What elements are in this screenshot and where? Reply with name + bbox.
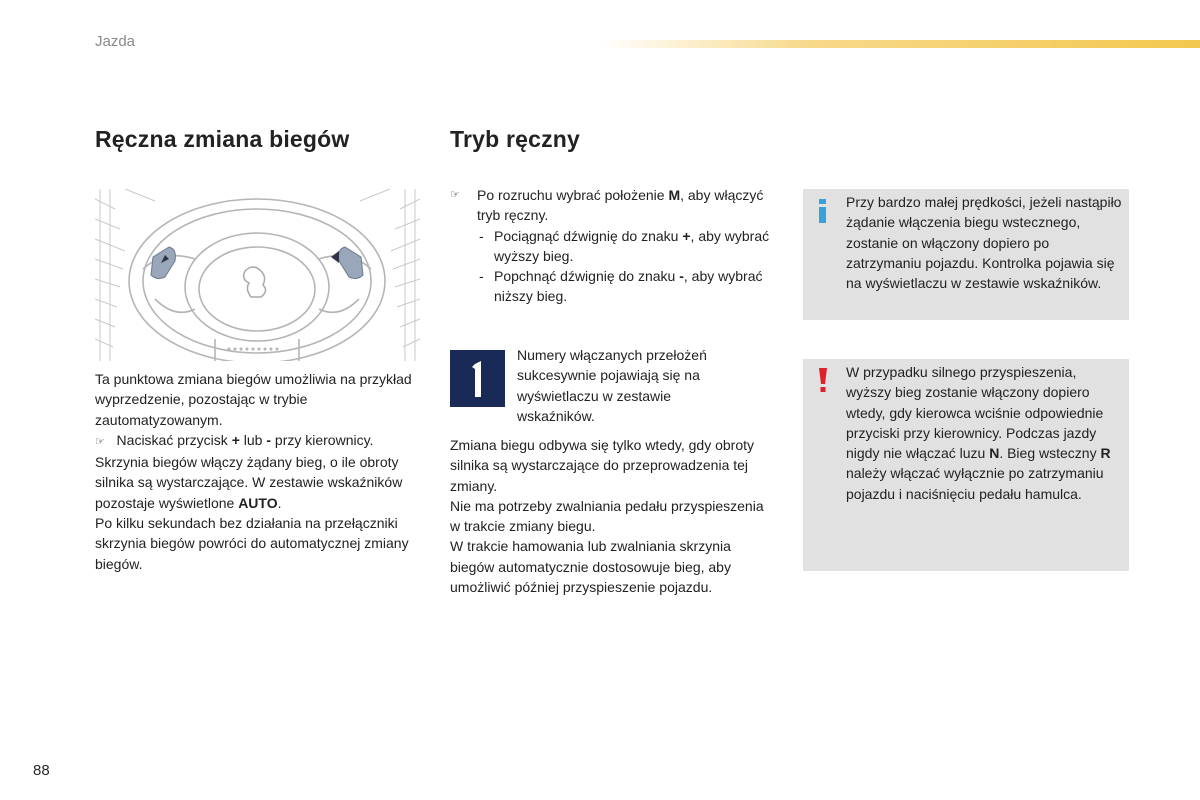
page-number: 88 [33,762,50,779]
exclamation-icon [818,368,828,392]
middle-body-3: W trakcie hamowania lub zwalniania skrzynia biegów automatycznie dostosowuje bieg, aby umożliwić później przyspieszenie pojazdu. [450,538,731,596]
downshift-item: - Popchnąć dźwignię do znaku -, aby wybrać niższy bieg. [479,268,763,305]
middle-body-text [450,435,770,597]
paddle-left-icon [151,247,175,279]
left-column-text [95,369,415,574]
info-box [803,189,1129,320]
info-icon [817,199,829,223]
info-text: Przy bardzo małej prędkości, jeżeli nastąpiło żądanie włączenia biegu wstecznego, zostanie on włączony dopiero po zatrzymaniu pojazdu. Kontrolka pojawia się na wyświetlaczu w zestawie wskaźników. [846,194,1122,292]
middle-body-1: Zmiana biegu odbywa się tylko wtedy, gdy obroty silnika są wystarczające do przeprowadzenia tej zmiany. [450,437,755,494]
steering-wheel-illustration [95,189,420,361]
gear-digit-icon [450,350,505,407]
left-after: Po kilku sekundach bez działania na przełączniki skrzynia biegów powróci do automatycznej zmiany biegów. [95,515,409,572]
middle-section-title: Tryb ręczny [450,126,581,152]
warning-text: W przypadku silnego przyspieszenia, wyższy bieg zostanie włączony dopiero wtedy, gdy kierowca wciśnie odpowiednie przyciski przy kierownicy. Podczas jazdy nigdy nie włączać luzu N. Bieg wsteczny R należy włączać wyłącznie po zatrzymaniu pojazdu i naciśnięciu pedału hamulca. [846,364,1111,502]
left-step: ☞ Naciskać przycisk + lub - przy kierownicy. Skrzynia biegów włączy żądany bieg, o ile obroty silnika są wystarczające. W zestawie wskaźników pozostaje wyświetlone AUTO. [95,431,403,511]
manual-step: ☞ Po rozruchu wybrać położenie M, aby włączyć tryb ręczny. [450,187,764,224]
pointer-icon: ☞ [450,188,460,201]
section-label: Jazda [95,33,136,50]
left-intro: Ta punktowa zmiana biegów umożliwia na przykład wyprzedzenie, pozostając w trybie zautomatyzowanym. [95,371,412,428]
left-section-title: Ręczna zmiana biegów [95,126,350,152]
paddle-right-icon [331,247,363,279]
warning-box [803,359,1129,571]
lion-emblem-icon [244,267,266,297]
gear-display [450,350,505,407]
steering-wheel-icon [95,189,420,361]
upshift-item: - Pociągnąć dźwignię do znaku +, aby wybrać wyższy bieg. [479,227,770,264]
header-accent-bar [600,40,1200,48]
pointer-icon: ☞ [95,434,105,448]
gear-caption: Numery włączanych przełożeń sukcesywnie pojawiają się na wyświetlaczu w zestawie wskaźników. [517,347,707,424]
manual-mode-steps [450,185,770,307]
auto-label: AUTO [238,494,278,511]
middle-body-2: Nie ma potrzeby zwalniania pedału przyspieszenia w trakcie zmiany biegu. [450,497,764,535]
